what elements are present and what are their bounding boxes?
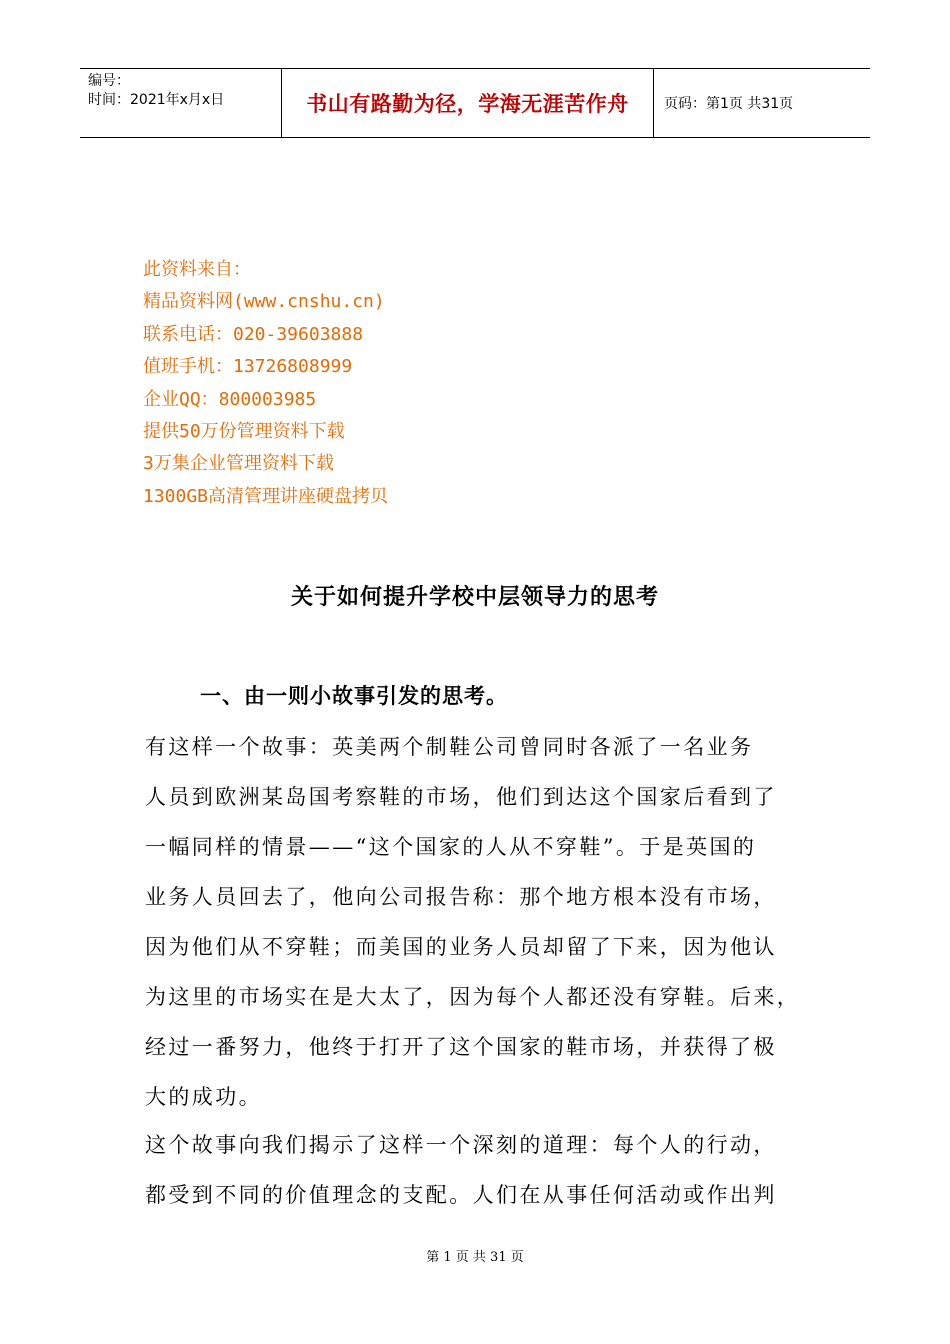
source-line: 1300GB高清管理讲座硬盘拷贝 bbox=[143, 485, 389, 507]
text-line: 人员到欧洲某岛国考察鞋的市场，他们到达这个国家后看到了 bbox=[145, 785, 777, 809]
text-line: 都受到不同的价值理念的支配。人们在从事任何活动或作出判 bbox=[145, 1183, 777, 1207]
text-line: 因为他们从不穿鞋；而美国的业务人员却留了下来，因为他认 bbox=[145, 935, 777, 959]
source-line: 精品资料网(www.cnshu.cn) bbox=[143, 291, 385, 313]
paragraph-1 bbox=[145, 722, 810, 1122]
text-line: 大的成功。 bbox=[145, 1085, 262, 1109]
page-footer: 第 1 页 共 31 页 bbox=[426, 1250, 524, 1265]
number-label: 编号： bbox=[88, 73, 130, 89]
source-line: 企业QQ：800003985 bbox=[143, 388, 317, 410]
header-page-cell bbox=[654, 69, 870, 137]
text-line: 业务人员回去了，他向公司报告称：那个地方根本没有市场， bbox=[145, 885, 777, 909]
date-label: 时间：2021年x月x日 bbox=[88, 92, 225, 108]
source-line: 此资料来自： bbox=[143, 259, 251, 280]
page-label: 页码：第1页 共31页 bbox=[664, 96, 794, 112]
document-title: 关于如何提升学校中层领导力的思考 bbox=[290, 584, 659, 610]
motto-text: 书山有路勤为径，学海无涯苦作舟 bbox=[306, 91, 629, 116]
text-line: 经过一番努力，他终于打开了这个国家的鞋市场，并获得了极 bbox=[145, 1035, 777, 1059]
text-line: 这个故事向我们揭示了这样一个深刻的道理：每个人的行动， bbox=[145, 1133, 777, 1157]
paragraph-2 bbox=[145, 1120, 810, 1220]
source-info-block bbox=[143, 254, 388, 513]
header-table bbox=[80, 68, 870, 138]
source-line: 提供50万份管理资料下载 bbox=[143, 421, 345, 443]
text-line: 为这里的市场实在是大太了，因为每个人都还没有穿鞋。后来， bbox=[145, 985, 801, 1009]
text-line: 一幅同样的情景——“这个国家的人从不穿鞋”。于是英国的 bbox=[145, 835, 757, 859]
text-line: 有这样一个故事：英美两个制鞋公司曾同时各派了一名业务 bbox=[145, 735, 754, 759]
header-motto-cell bbox=[282, 69, 654, 137]
source-line: 3万集企业管理资料下载 bbox=[143, 453, 334, 475]
section-heading: 一、由一则小故事引发的思考。 bbox=[200, 683, 508, 708]
header-meta-cell bbox=[80, 69, 282, 137]
source-line: 值班手机：13726808999 bbox=[143, 356, 353, 378]
source-line: 联系电话：020-39603888 bbox=[143, 323, 364, 345]
